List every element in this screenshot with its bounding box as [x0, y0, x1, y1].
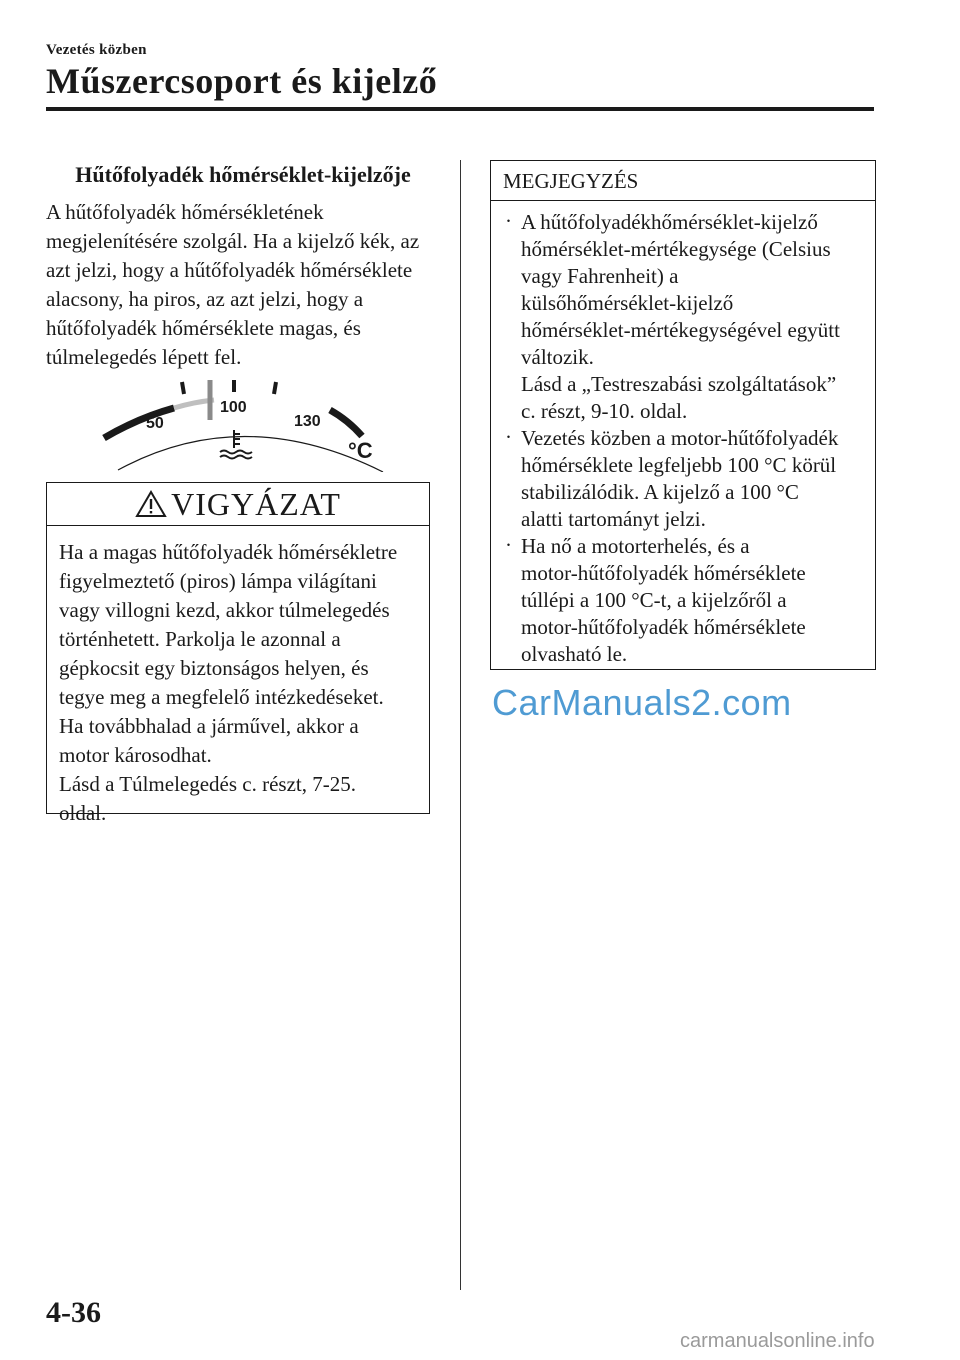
footer-watermark: carmanualsonline.info	[680, 1330, 875, 1352]
caution-body	[47, 526, 429, 828]
caution-line: történhetett. Parkolja le azonnal a	[59, 627, 341, 651]
note-line: alatti tartományt jelzi.	[521, 507, 706, 531]
bullet-dot: ·	[505, 209, 512, 233]
left-column	[46, 162, 432, 472]
note-line: A hűtőfolyadékhőmérséklet-kijelző	[521, 210, 818, 234]
caution-line: Ha a magas hűtőfolyadék hőmérsékletre	[59, 540, 398, 564]
title-rule	[46, 107, 874, 111]
note-list	[491, 201, 875, 668]
caution-line: tegye meg a megfelelő intézkedéseket.	[59, 685, 384, 709]
gauge-label-50: 50	[146, 415, 164, 432]
page-title: Műszercsoport és kijelző	[46, 61, 438, 101]
note-title: MEGJEGYZÉS	[491, 161, 875, 201]
gauge-label-100: 100	[220, 399, 247, 416]
gauge-base-arc	[118, 436, 383, 472]
note-line: hőmérséklete legfeljebb 100 °C körül	[521, 453, 837, 477]
note-item	[503, 425, 867, 533]
note-box	[490, 160, 876, 670]
gauge-label-130: 130	[294, 413, 321, 430]
subheading: Hűtőfolyadék hőmérséklet-kijelzője	[75, 162, 411, 187]
gauge-hot-arc	[330, 410, 362, 436]
carmanuals-watermark: CarManuals2.com	[492, 682, 792, 723]
coolant-gauge	[98, 380, 398, 472]
section-label: Vezetés közben	[46, 42, 147, 58]
caution-line: oldal.	[59, 801, 107, 825]
bullet-dot: ·	[505, 533, 512, 557]
caution-line: figyelmeztető (piros) lámpa világítani	[59, 569, 377, 593]
caution-line: motor károsodhat.	[59, 743, 212, 767]
caution-line: Ha továbbhalad a járművel, akkor a	[59, 714, 359, 738]
note-line: Lásd a „Testreszabási szolgáltatások”	[521, 372, 837, 396]
note-line: Ha nő a motorterhelés, és a	[521, 534, 750, 558]
note-line: külsőhőmérséklet-kijelző	[521, 291, 734, 315]
note-line: c. részt, 9-10. oldal.	[521, 399, 688, 423]
note-line: hőmérséklet-mértékegységével együtt	[521, 318, 840, 342]
caution-box	[46, 482, 430, 825]
gauge-unit: °C	[348, 438, 373, 463]
note-line: túllépi a 100 °C-t, a kijelzőről a	[521, 588, 787, 612]
gauge-tick-50	[182, 382, 184, 394]
body-paragraph: A hűtőfolyadék hőmérsékletének megjelenítésére szolgál. Ha a kijelző kék, az azt jelzi, hogy a hűtőfolyadék hőmérséklete alacsony, ha piros, az azt jelzi, hogy a hűtőfolyadék hőmérséklete magas, és túlmelegedés lépett fel.	[46, 200, 420, 369]
page-number: 4-36	[46, 1296, 101, 1329]
caution-header	[47, 483, 429, 526]
note-line: motor-hűtőfolyadék hőmérséklete	[521, 561, 806, 585]
note-line: vagy Fahrenheit) a	[521, 264, 679, 288]
note-line: hőmérséklet-mértékegysége (Celsius	[521, 237, 831, 261]
note-line: változik.	[521, 345, 594, 369]
caution-title: VIGYÁZAT	[171, 485, 341, 522]
note-line: stabilizálódik. A kijelző a 100 °C	[521, 480, 799, 504]
note-line: olvasható le.	[521, 642, 628, 666]
column-divider	[460, 160, 461, 1290]
coolant-temperature-icon	[220, 430, 252, 459]
caution-line: Lásd a Túlmelegedés c. részt, 7-25.	[59, 772, 357, 796]
warning-triangle-icon	[135, 490, 167, 518]
note-line: motor-hűtőfolyadék hőmérséklete	[521, 615, 806, 639]
bullet-dot: ·	[505, 425, 512, 449]
gauge-tick-115	[274, 382, 276, 394]
note-item	[503, 533, 867, 668]
note-item	[503, 209, 867, 425]
caution-line: vagy villogni kezd, akkor túlmelegedés	[59, 598, 390, 622]
note-line: Vezetés közben a motor-hűtőfolyadék	[521, 426, 839, 450]
caution-line: gépkocsit egy biztonságos helyen, és	[59, 656, 369, 680]
